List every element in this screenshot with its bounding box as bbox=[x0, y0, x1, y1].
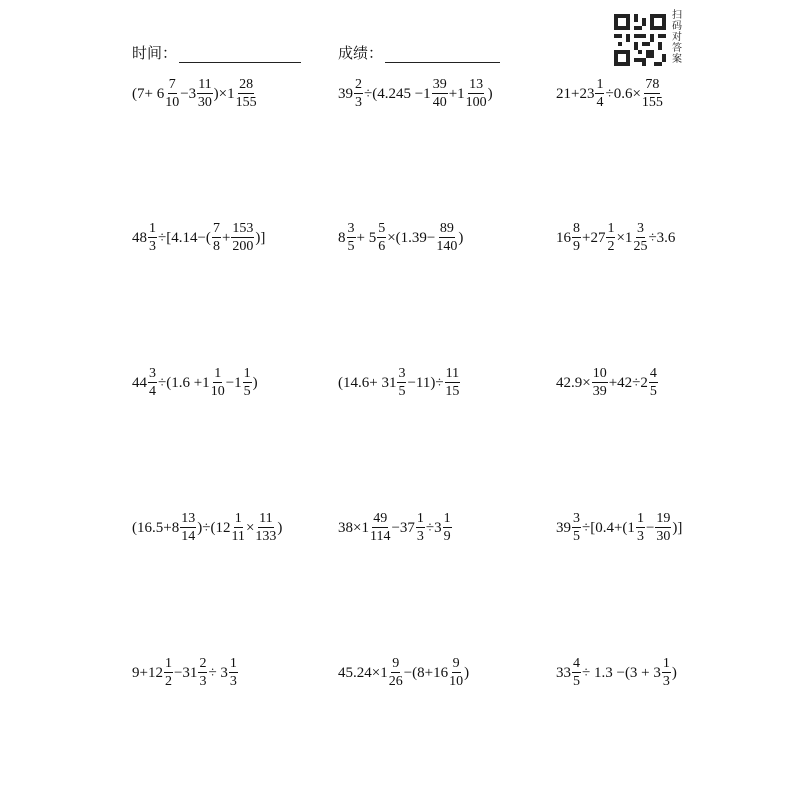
numerator: 3 bbox=[573, 511, 580, 526]
math-problem bbox=[132, 363, 258, 403]
fraction bbox=[416, 512, 425, 544]
fraction bbox=[164, 657, 173, 689]
denominator: 4 bbox=[149, 384, 156, 399]
qr-caption-char: 扫 bbox=[672, 10, 682, 21]
denominator: 39 bbox=[592, 384, 607, 399]
expression-text: − bbox=[645, 519, 655, 536]
math-problem bbox=[556, 218, 675, 258]
fraction bbox=[180, 512, 196, 544]
denominator: 10 bbox=[210, 384, 225, 399]
numerator: 39 bbox=[432, 77, 447, 92]
expression-text: 42.9× bbox=[556, 374, 591, 391]
denominator: 5 bbox=[573, 674, 580, 689]
denominator: 5 bbox=[573, 529, 580, 544]
expression-text: +27 bbox=[582, 229, 606, 246]
fraction bbox=[236, 78, 257, 110]
expression-text: 44 bbox=[132, 374, 147, 391]
expression-text: + 5 bbox=[356, 229, 377, 246]
numerator: 1 bbox=[443, 511, 451, 526]
expression-text: 33 bbox=[556, 664, 571, 681]
expression-text: 39 bbox=[338, 85, 353, 102]
fraction bbox=[592, 367, 608, 399]
numerator: 3 bbox=[347, 221, 355, 236]
denominator: 11 bbox=[231, 529, 245, 544]
fraction bbox=[165, 78, 179, 110]
numerator: 3 bbox=[636, 221, 644, 236]
numerator: 7 bbox=[212, 221, 220, 236]
numerator: 11 bbox=[259, 511, 273, 526]
expression-text: ) bbox=[671, 664, 677, 681]
fraction bbox=[572, 512, 581, 544]
denominator: 3 bbox=[636, 529, 644, 544]
numerator: 1 bbox=[234, 511, 242, 526]
fraction bbox=[370, 512, 390, 544]
numerator: 8 bbox=[573, 221, 580, 236]
expression-text: 21+23 bbox=[556, 85, 595, 102]
numerator: 89 bbox=[439, 221, 454, 236]
numerator: 5 bbox=[378, 221, 386, 236]
numerator: 1 bbox=[164, 656, 172, 671]
math-problem bbox=[132, 218, 265, 258]
denominator: 8 bbox=[212, 239, 220, 254]
fraction bbox=[572, 222, 581, 254]
expression-text: −31 bbox=[173, 664, 198, 681]
fraction bbox=[466, 78, 487, 110]
qr-caption-char: 码 bbox=[672, 21, 682, 32]
expression-text: (7+ 6 bbox=[132, 85, 165, 102]
numerator: 1 bbox=[229, 656, 237, 671]
denominator: 40 bbox=[432, 95, 447, 110]
numerator: 3 bbox=[398, 366, 406, 381]
expression-text: +1 bbox=[448, 85, 465, 102]
denominator: 9 bbox=[573, 239, 580, 254]
numerator: 78 bbox=[645, 77, 660, 92]
math-problem bbox=[556, 653, 677, 693]
numerator: 9 bbox=[452, 656, 460, 671]
expression-text: ) bbox=[252, 374, 258, 391]
expression-text: 9+12 bbox=[132, 664, 163, 681]
expression-text: ÷0.6× bbox=[605, 85, 641, 102]
fraction bbox=[606, 222, 615, 254]
expression-text: ) bbox=[464, 664, 470, 681]
expression-text: ÷3.6 bbox=[648, 229, 676, 246]
denominator: 30 bbox=[197, 95, 212, 110]
fraction bbox=[347, 222, 356, 254]
qr-caption bbox=[670, 10, 684, 65]
denominator: 100 bbox=[465, 95, 487, 110]
numerator: 1 bbox=[596, 77, 604, 92]
fraction bbox=[255, 512, 276, 544]
denominator: 30 bbox=[656, 529, 671, 544]
fraction bbox=[148, 222, 157, 254]
fraction bbox=[649, 367, 658, 399]
math-problem bbox=[132, 653, 239, 693]
fraction bbox=[655, 512, 671, 544]
expression-text: (14.6+ 31 bbox=[338, 374, 397, 391]
expression-text: )] bbox=[255, 229, 266, 246]
numerator: 4 bbox=[649, 366, 657, 381]
expression-text: 45.24×1 bbox=[338, 664, 388, 681]
denominator: 140 bbox=[436, 239, 458, 254]
expression-text: ÷ 3 bbox=[208, 664, 228, 681]
fraction bbox=[397, 367, 406, 399]
denominator: 3 bbox=[149, 239, 156, 254]
numerator: 1 bbox=[416, 511, 424, 526]
denominator: 200 bbox=[232, 239, 254, 254]
denominator: 5 bbox=[649, 384, 657, 399]
expression-text: 16 bbox=[556, 229, 571, 246]
expression-text: + bbox=[221, 229, 231, 246]
fraction bbox=[662, 657, 671, 689]
numerator: 9 bbox=[392, 656, 400, 671]
expression-text: (16.5+8 bbox=[132, 519, 180, 536]
expression-text: )×1 bbox=[213, 85, 235, 102]
fraction bbox=[572, 657, 581, 689]
denominator: 6 bbox=[378, 239, 386, 254]
fraction bbox=[636, 512, 645, 544]
denominator: 2 bbox=[607, 239, 615, 254]
expression-text: −3 bbox=[180, 85, 197, 102]
denominator: 5 bbox=[398, 384, 406, 399]
math-problem bbox=[338, 74, 493, 114]
denominator: 25 bbox=[633, 239, 648, 254]
math-problem bbox=[132, 74, 258, 114]
numerator: 19 bbox=[656, 511, 671, 526]
denominator: 5 bbox=[243, 384, 251, 399]
numerator: 4 bbox=[573, 656, 580, 671]
denominator: 9 bbox=[443, 529, 451, 544]
denominator: 3 bbox=[229, 674, 237, 689]
fraction bbox=[212, 222, 221, 254]
numerator: 49 bbox=[373, 511, 388, 526]
numerator: 11 bbox=[198, 77, 212, 92]
denominator: 5 bbox=[347, 239, 355, 254]
numerator: 7 bbox=[168, 77, 176, 92]
fraction bbox=[449, 657, 463, 689]
expression-text: 38×1 bbox=[338, 519, 369, 536]
score-field bbox=[338, 42, 500, 63]
denominator: 133 bbox=[255, 529, 277, 544]
fraction bbox=[354, 78, 363, 110]
numerator: 1 bbox=[214, 366, 222, 381]
denominator: 114 bbox=[369, 529, 391, 544]
qr-caption-char: 对 bbox=[672, 32, 682, 43]
numerator: 1 bbox=[662, 656, 670, 671]
expression-text: −(8+16 bbox=[403, 664, 449, 681]
math-problem bbox=[556, 508, 682, 548]
expression-text: −1 bbox=[225, 374, 242, 391]
expression-text: ×1 bbox=[616, 229, 633, 246]
fraction bbox=[197, 78, 212, 110]
numerator: 2 bbox=[355, 77, 362, 92]
numerator: 1 bbox=[636, 511, 644, 526]
numerator: 1 bbox=[607, 221, 615, 236]
fraction bbox=[231, 222, 254, 254]
denominator: 3 bbox=[662, 674, 670, 689]
denominator: 3 bbox=[416, 529, 424, 544]
fraction bbox=[432, 78, 448, 110]
fraction bbox=[231, 512, 244, 544]
denominator: 3 bbox=[199, 674, 207, 689]
math-problem bbox=[338, 363, 461, 403]
numerator: 1 bbox=[149, 221, 156, 236]
math-problem bbox=[338, 653, 469, 693]
fraction bbox=[148, 367, 157, 399]
expression-text: 48 bbox=[132, 229, 147, 246]
denominator: 3 bbox=[355, 95, 362, 110]
numerator: 13 bbox=[469, 77, 484, 92]
denominator: 14 bbox=[181, 529, 196, 544]
expression-text: 8 bbox=[338, 229, 346, 246]
fraction bbox=[642, 78, 663, 110]
fraction bbox=[633, 222, 647, 254]
qr-caption-char: 案 bbox=[672, 54, 682, 65]
fraction bbox=[445, 367, 460, 399]
denominator: 15 bbox=[445, 384, 460, 399]
expression-text: −11)÷ bbox=[407, 374, 444, 391]
expression-text: ÷(1.6 +1 bbox=[158, 374, 210, 391]
expression-text: ÷ 1.3 −(3 + 3 bbox=[582, 664, 661, 681]
numerator: 28 bbox=[239, 77, 254, 92]
math-problem bbox=[556, 74, 664, 114]
numerator: 13 bbox=[181, 511, 196, 526]
fraction bbox=[377, 222, 386, 254]
time-label: 时间： bbox=[132, 44, 178, 62]
fraction bbox=[436, 222, 457, 254]
numerator: 10 bbox=[592, 366, 607, 381]
score-blank-line bbox=[385, 48, 500, 63]
expression-text: ÷[0.4+(1 bbox=[582, 519, 635, 536]
expression-text: ÷3 bbox=[425, 519, 442, 536]
denominator: 155 bbox=[641, 95, 663, 110]
qr-code-icon[interactable] bbox=[614, 14, 666, 66]
expression-text: )÷(12 bbox=[197, 519, 231, 536]
fraction bbox=[389, 657, 403, 689]
expression-text: +42÷2 bbox=[608, 374, 648, 391]
numerator: 153 bbox=[232, 221, 254, 236]
fraction bbox=[443, 512, 452, 544]
numerator: 2 bbox=[199, 656, 207, 671]
denominator: 4 bbox=[596, 95, 604, 110]
numerator: 1 bbox=[243, 366, 251, 381]
expression-text: ) bbox=[487, 85, 493, 102]
denominator: 10 bbox=[165, 95, 180, 110]
math-problem bbox=[338, 508, 453, 548]
expression-text: × bbox=[245, 519, 255, 536]
score-label: 成绩： bbox=[338, 44, 384, 62]
expression-text: ) bbox=[458, 229, 464, 246]
fraction bbox=[229, 657, 238, 689]
denominator: 155 bbox=[235, 95, 257, 110]
fraction bbox=[595, 78, 604, 110]
expression-text: )] bbox=[672, 519, 683, 536]
numerator: 11 bbox=[445, 366, 460, 381]
expression-text: ÷(4.245 −1 bbox=[364, 85, 431, 102]
math-problem bbox=[338, 218, 463, 258]
denominator: 26 bbox=[388, 674, 403, 689]
time-blank-line bbox=[179, 48, 301, 63]
time-field bbox=[132, 42, 301, 63]
qr-caption-char: 答 bbox=[672, 43, 682, 54]
expression-text: ÷[4.14−( bbox=[158, 229, 211, 246]
fraction bbox=[198, 657, 207, 689]
denominator: 10 bbox=[449, 674, 464, 689]
math-problem bbox=[556, 363, 659, 403]
expression-text: ) bbox=[277, 519, 283, 536]
expression-text: 39 bbox=[556, 519, 571, 536]
fraction bbox=[243, 367, 252, 399]
math-problem bbox=[132, 508, 282, 548]
fraction bbox=[211, 367, 225, 399]
expression-text: ×(1.39− bbox=[387, 229, 436, 246]
expression-text: −37 bbox=[391, 519, 415, 536]
denominator: 2 bbox=[164, 674, 172, 689]
numerator: 3 bbox=[149, 366, 156, 381]
